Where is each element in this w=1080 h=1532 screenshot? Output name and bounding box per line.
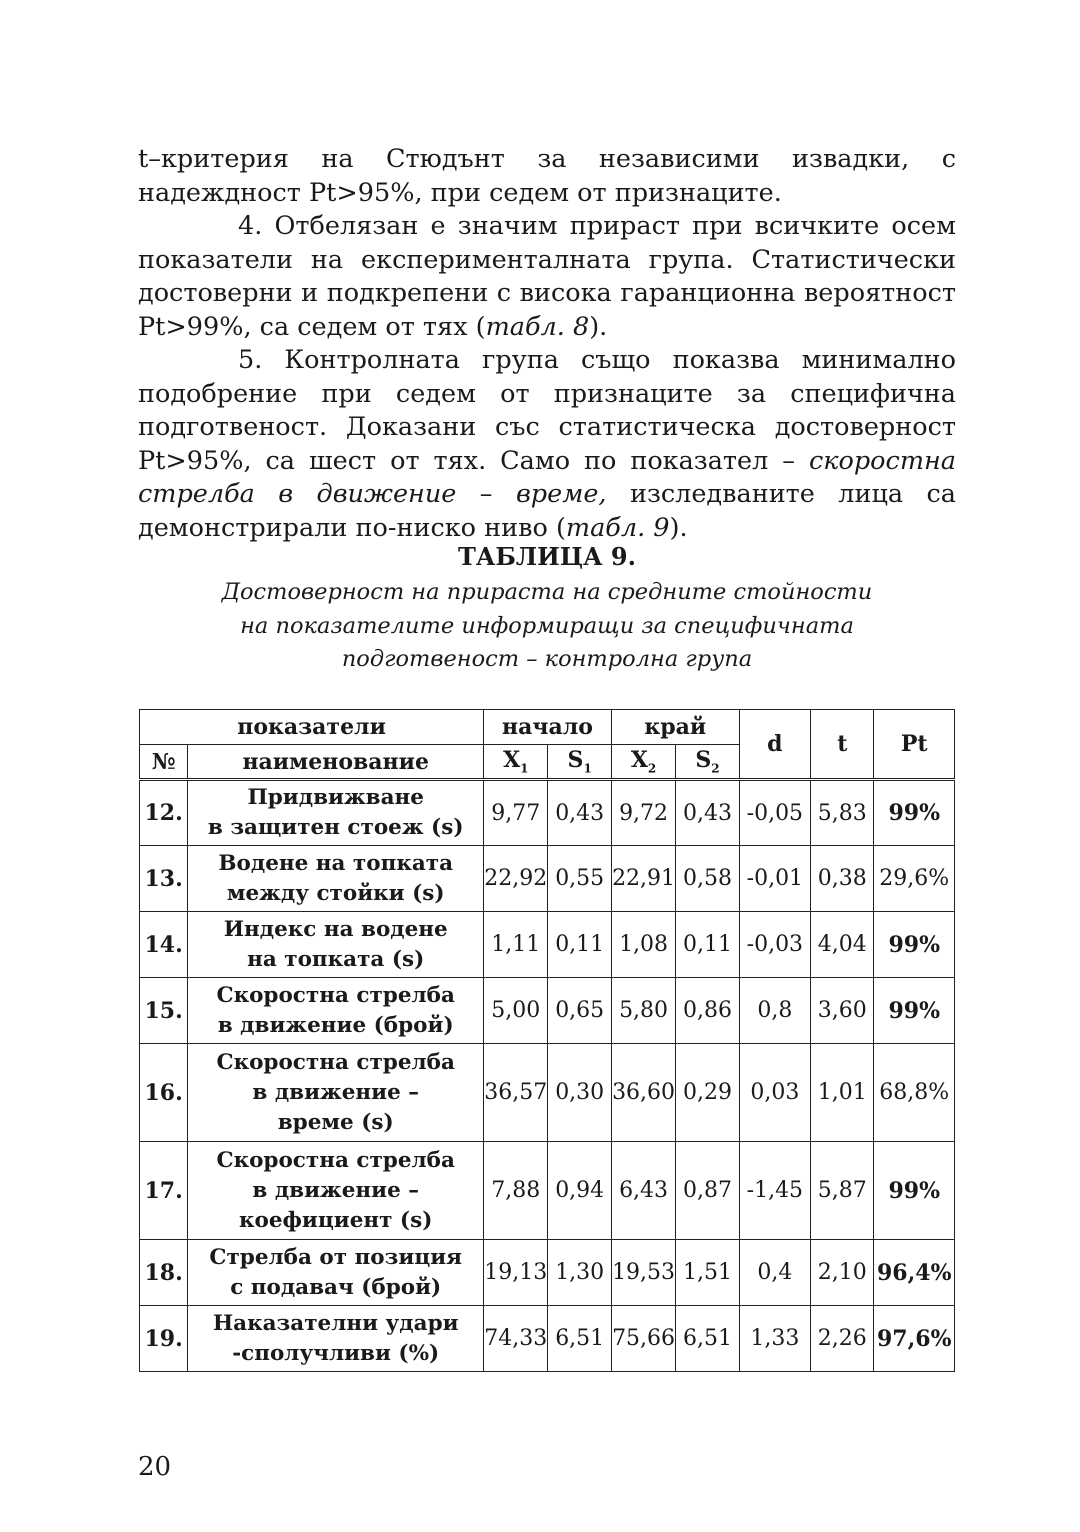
paragraph-3: 5. Контролната група също показва минимално подобрение при седем от признаците за специфична подготвеност. Доказани със статистическа достоверност Pt>95%, са шест от тях. Само по показател – скоростна стрелба в движение – време, изследваните лица са демонстрирали по-ниско ниво (табл. 9). [138, 345, 956, 543]
header-name: наименование [188, 745, 484, 780]
header-end: край [611, 710, 739, 745]
emphasis-indicator: скоростна стрелба в движение – време, [138, 445, 956, 509]
table-title: ТАБЛИЦА 9. [458, 542, 636, 571]
table-row: 18. Стрелба от позиция с подавач (брой) 19,13 1,30 19,53 1,51 0,4 2,10 96,4% [140, 1240, 955, 1306]
header-no: № [140, 745, 188, 780]
header-x1: $X_1$ [484, 745, 548, 780]
paragraph-1: t–критерия на Стюдънт за независими извадки, с надеждност Pt>95%, при седем от признаците. [138, 144, 956, 208]
header-t: t [811, 710, 874, 780]
table-ref-9: табл. 9 [565, 512, 670, 543]
table-row: 14. Индекс на водене на топката (s) 1,11 0,11 1,08 0,11 -0,03 4,04 99% [140, 912, 955, 978]
table-row: 12. Придвижване в защитен стоеж (s) 9,77 0,43 9,72 0,43 -0,05 5,83 99% [140, 780, 955, 846]
table-row: 19. Наказателни удари -сполучливи (%) 74,33 6,51 75,66 6,51 1,33 2,26 97,6% [140, 1306, 955, 1372]
header-d: d [739, 710, 810, 780]
header-indicators: показатели [140, 710, 484, 745]
table-caption: Достоверност на прираста на средните стойности на показателите информиращи за специфичната подготвеност – контролна група [221, 579, 873, 672]
table-ref-8: табл. 8 [485, 311, 590, 342]
header-x2: $X_2$ [611, 745, 675, 780]
header-pt: Pt [874, 710, 955, 780]
table-row: 16. Скоростна стрелба в движение – време (s) 36,57 0,30 36,60 0,29 0,03 1,01 68,8% [140, 1044, 955, 1142]
results-table [139, 709, 955, 1372]
table-row: 13. Водене на топката между стойки (s) 22,92 0,55 22,91 0,58 -0,01 0,38 29,6% [140, 846, 955, 912]
table-row: 17. Скоростна стрелба в движение – коефициент (s) 7,88 0,94 6,43 0,87 -1,45 5,87 99% [140, 1142, 955, 1240]
paragraph-2: 4. Отбелязан е значим прираст при всичките осем показатели на експерименталната група. Статистически достоверни и подкрепени с висока гаранционна вероятност Pt>99%, са седем от тях (табл. 8). [138, 211, 956, 342]
body-text [138, 143, 956, 545]
header-s2: $S_2$ [676, 745, 739, 780]
header-s1: $S_1$ [548, 745, 611, 780]
header-start: начало [484, 710, 612, 745]
page-number: 20 [138, 1452, 172, 1482]
table-row: 15. Скоростна стрелба в движение (брой) 5,00 0,65 5,80 0,86 0,8 3,60 99% [140, 978, 955, 1044]
